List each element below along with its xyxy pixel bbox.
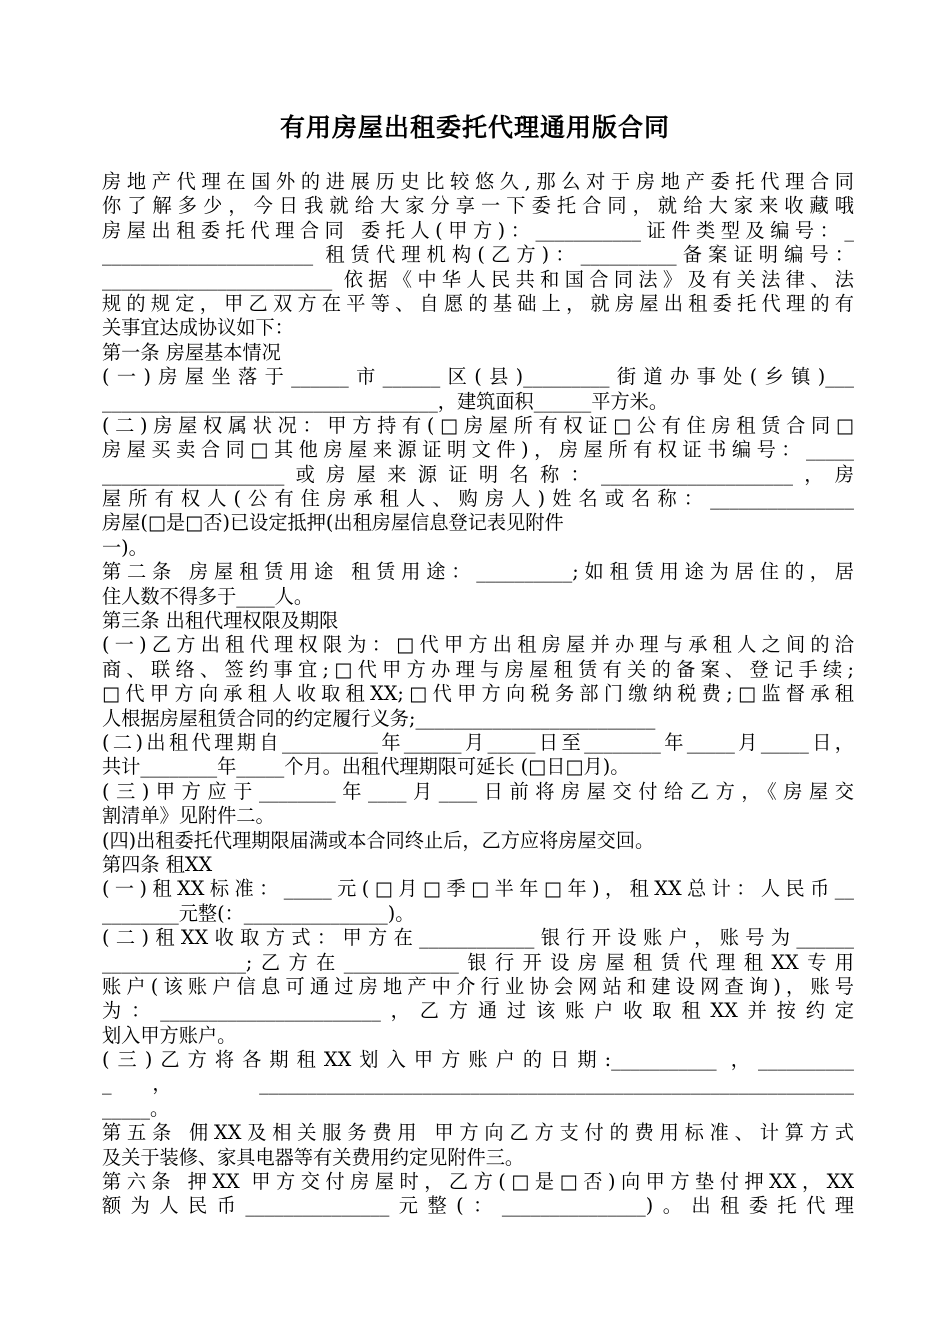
text-line: (三)甲方应于________年____月____日前将房屋交付给乙方，《房屋交	[102, 779, 854, 803]
text-line: (一)房屋坐落于______市______区(县)_________街道办事处(乡镇)___	[102, 365, 854, 389]
text-line: (二)房屋权属状况：甲方持有(□房屋所有权证□公有住房租赁合同□	[102, 413, 854, 437]
text-line: (二)出租代理期自__________年______月_____日至________年_____月_____日，	[102, 730, 854, 754]
text-line: 第一条 房屋基本情况	[102, 340, 281, 364]
text-line: 划入甲方账户。	[102, 1023, 237, 1047]
text-line: 你了解多少，今日我就给大家分享一下委托合同，就给大家来收藏哦	[102, 194, 854, 218]
text-line: ______________________ 租赁代理机构(乙方)：__________备案证明编号：	[102, 243, 854, 267]
text-line: 第二条 房屋租赁用途 租赁用途：__________;如租赁用途为居住的，居	[102, 560, 854, 584]
text-line: 第五条 佣XX及相关服务费用 甲方向乙方支付的费用标准、计算方式	[102, 1121, 854, 1145]
text-line: 关事宜达成协议如下：	[102, 316, 294, 340]
text-line: 规的规定，甲乙双方在平等、自愿的基础上，就房屋出租委托代理的有	[102, 291, 854, 315]
text-line: _____。	[102, 1096, 170, 1120]
text-line: 房屋买卖合同□其他房屋来源证明文件)，房屋所有权证书编号：_____	[102, 438, 854, 462]
text-line: 房地产代理在国外的进展历史比较悠久,那么对于房地产委托代理合同	[102, 170, 854, 193]
text-line: 人根据房屋租赁合同的约定履行义务;_________________________	[102, 706, 656, 730]
text-line: 第六条 押XX 甲方交付房屋时，乙方(□是□否)向甲方垫付押XX，XX	[102, 1170, 854, 1194]
text-line: 额为人民币_______________元整(：_______________)。出租委托代理	[102, 1194, 854, 1218]
text-line: 割清单》见附件二。	[102, 804, 275, 828]
text-line: ________________________ 依据《中华人民共和国合同法》及有关法律、法	[102, 267, 854, 291]
text-line: 及关于装修、家具电器等有关费用约定见附件三。	[102, 1145, 525, 1169]
text-line: ___________________________________，建筑面积______平方米。	[102, 389, 669, 413]
text-line: 为：_______________________，乙方通过该账户收取租XX并按约定	[102, 999, 854, 1023]
text-line: 房屋(□是□否)已设定抵押(出租房屋信息登记表见附件	[102, 511, 564, 535]
text-line: 一)。	[102, 535, 148, 559]
text-line: 商、联络、签约事宜;□代甲方办理与房屋租赁有关的备案、登记手续;	[102, 657, 854, 681]
text-line: 房屋出租委托代理合同 委托人(甲方)：___________证件类型及编号：_	[102, 218, 854, 242]
text-line: 住人数不得多于____人。	[102, 584, 314, 608]
text-line: (三)乙方将各期租XX划入甲方账户的日期:___________ ，__________	[102, 1048, 854, 1072]
text-line: 第四条 租XX	[102, 852, 213, 876]
text-line: (一)乙方出租代理权限为：□代甲方出租房屋并办理与承租人之间的洽	[102, 633, 854, 657]
document-title: 有用房屋出租委托代理通用版合同	[279, 113, 670, 142]
text-line: (一)租XX标准：_____元(□月□季□半年□年)，租XX总计：人民币__	[102, 877, 854, 901]
text-line: 共计________年_____个月。出租代理期限可延长 (□日□月)。	[102, 755, 630, 779]
text-line: (二)租XX收取方式：甲方在____________银行开设账户，账号为______	[102, 926, 854, 950]
text-line: _______________;乙方在____________银行开设房屋租赁代理租XX专用	[102, 950, 854, 974]
text-line: ________元整(：_______________)。	[102, 901, 415, 925]
text-line: 第三条 出租代理权限及期限	[102, 609, 339, 633]
text-line: 屋所有权人(公有住房承租人、购房人)姓名或名称：_______________	[102, 487, 854, 511]
text-line: (四)出租委托代理期限届满或本合同终止后，乙方应将房屋交回。	[102, 828, 655, 852]
text-line: ___________________或房屋来源证明名称：____________________，房	[102, 462, 854, 486]
document-body	[102, 170, 854, 1219]
text-line: □代甲方向承租人收取租XX;□代甲方向税务部门缴纳税费;□监督承租	[102, 682, 854, 706]
text-line: 账户(该账户信息可通过房地产中介行业协会网站和建设网查询)，账号	[102, 974, 854, 998]
text-line: _， ______________________________________________________________	[102, 1072, 854, 1096]
